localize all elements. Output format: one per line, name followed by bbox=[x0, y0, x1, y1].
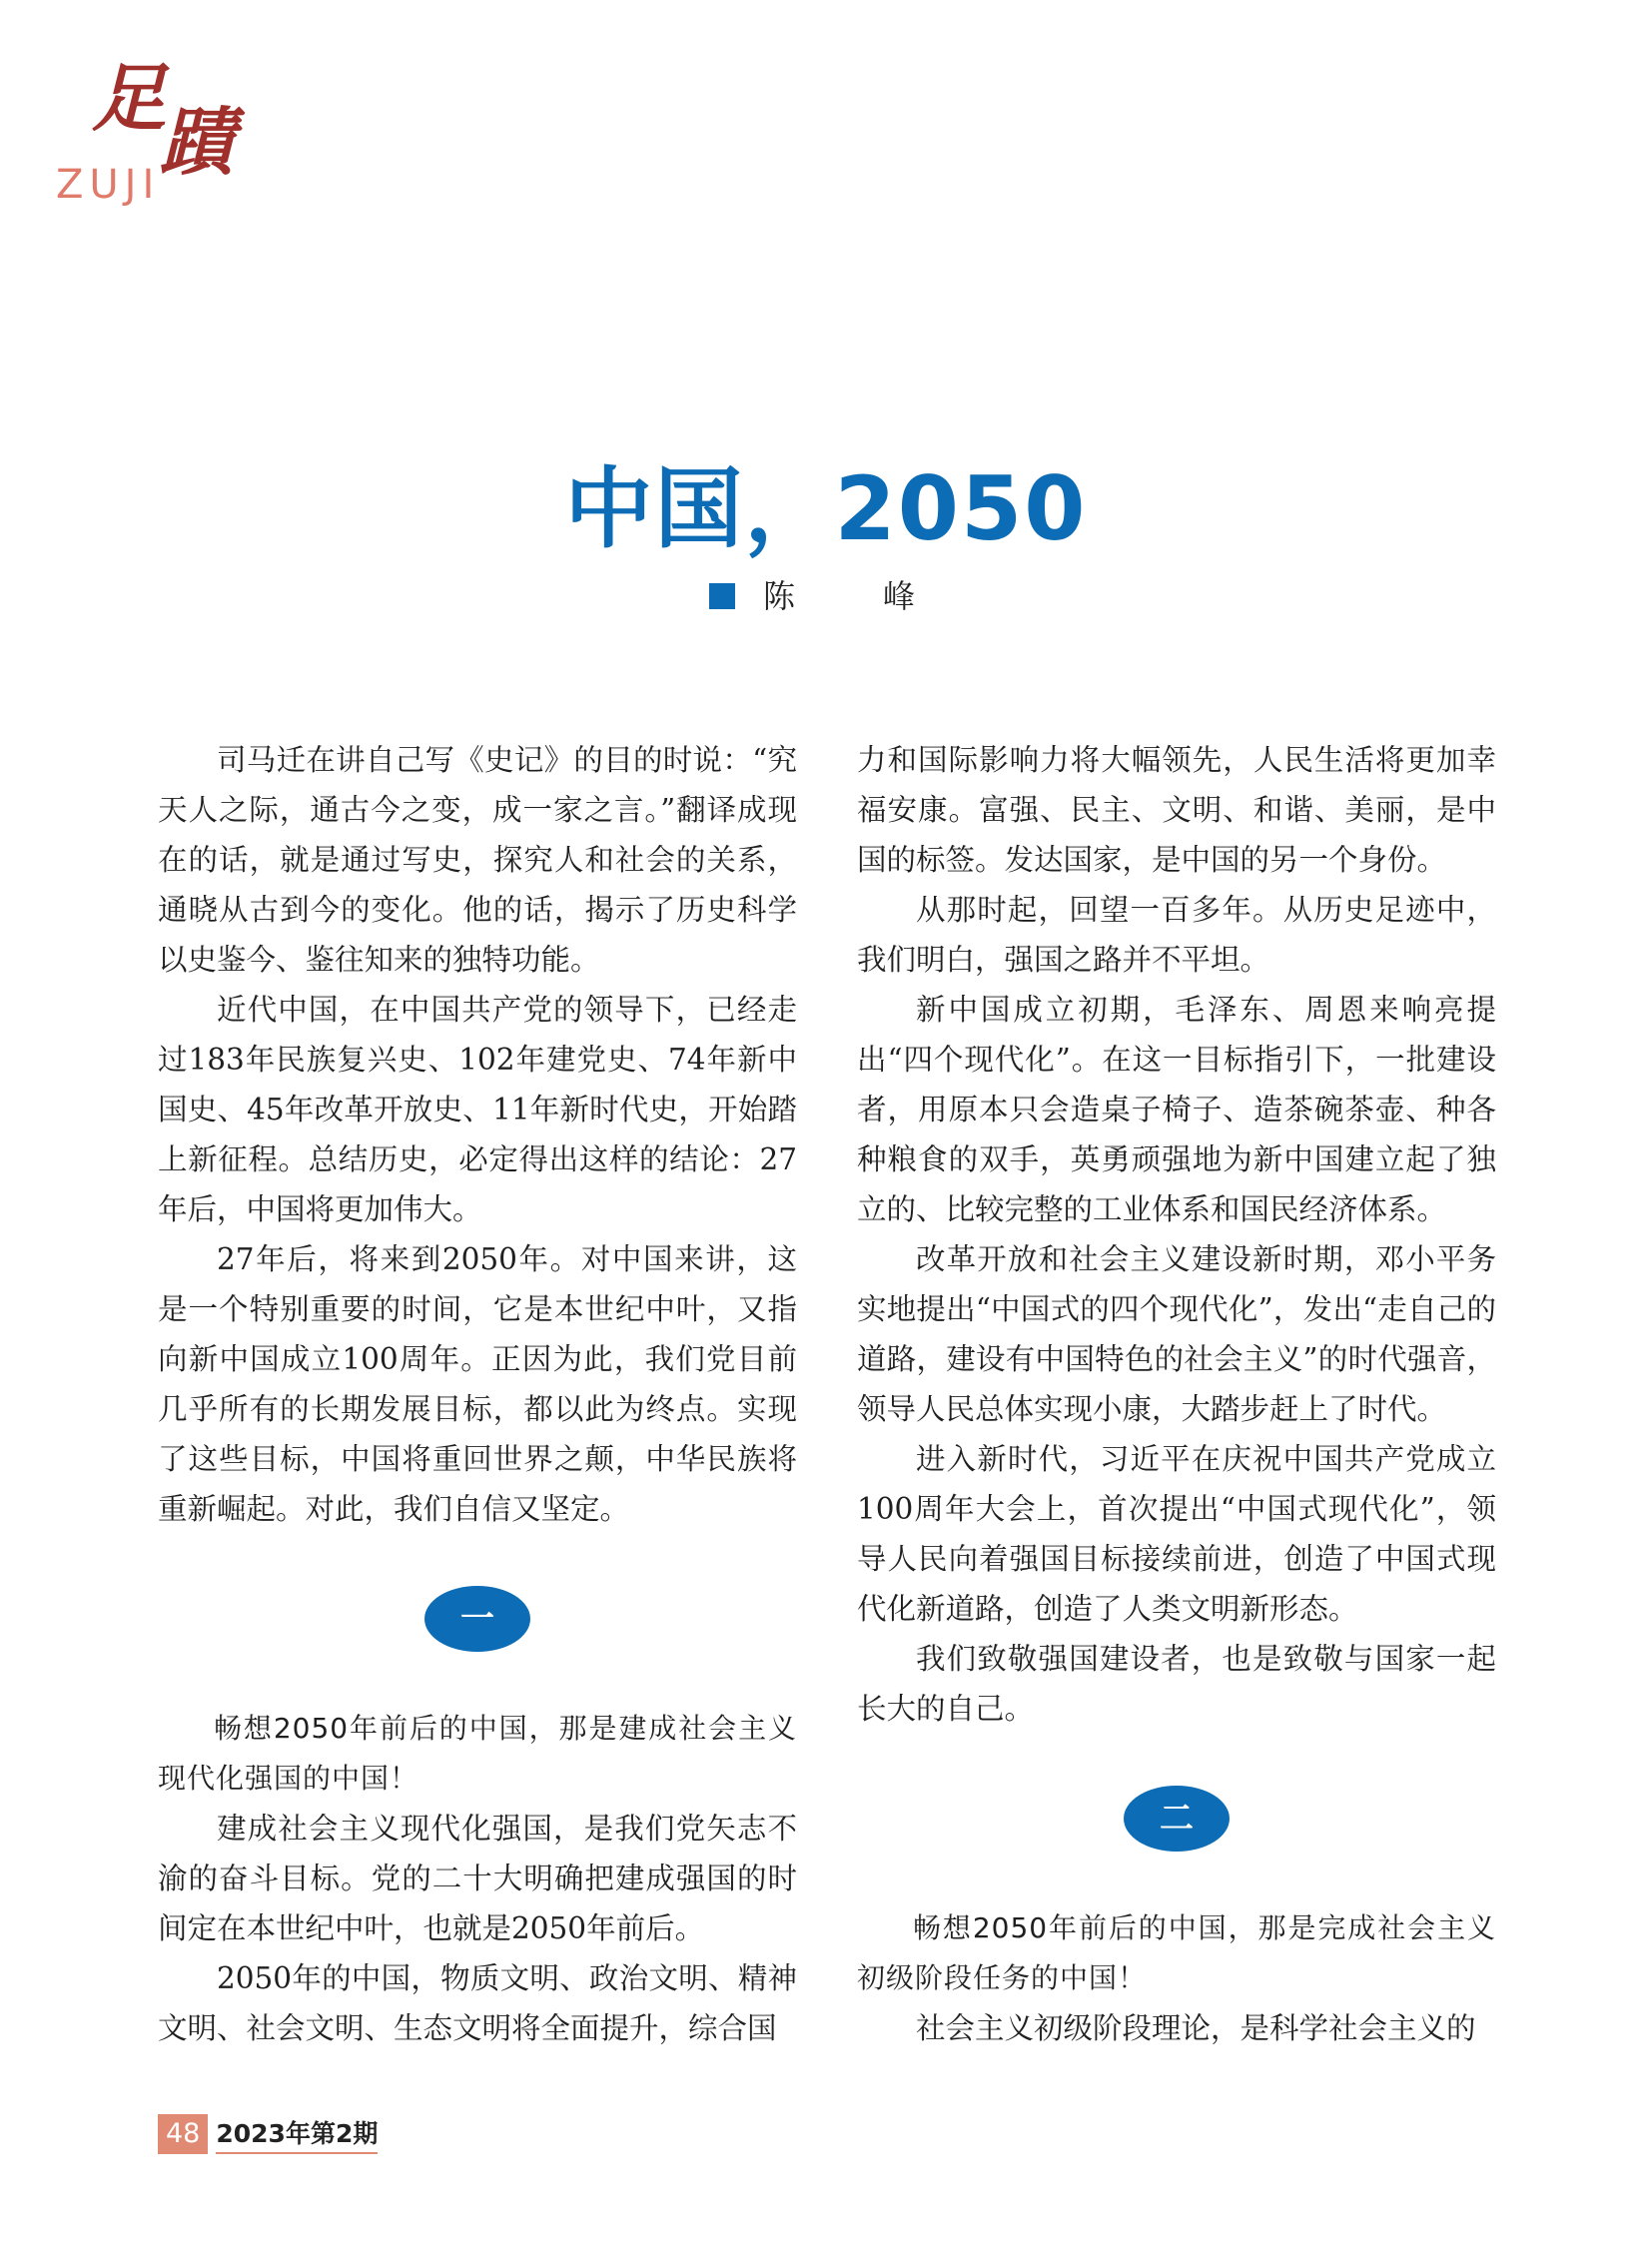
paragraph: 社会主义初级阶段理论，是科学社会主义的 bbox=[916, 2011, 1476, 2045]
section-number-badge: 二 bbox=[1124, 1786, 1230, 1852]
page-footer bbox=[158, 2113, 378, 2155]
page-number: 48 bbox=[158, 2114, 208, 2154]
section-number-badge: 一 bbox=[424, 1586, 530, 1652]
section-lead: 畅想2050年前后的中国，那是完成社会主义初级阶段任务的中国！ bbox=[857, 1911, 1496, 1994]
right-column bbox=[857, 735, 1496, 2053]
square-bullet-icon bbox=[709, 583, 735, 609]
magazine-column-logo bbox=[52, 56, 252, 208]
paragraph: 我们致敬强国建设者，也是致敬与国家一起长大的自己。 bbox=[857, 1642, 1496, 1726]
paragraph: 27年后，将来到2050年。对中国来讲，这是一个特别重要的时间，它是本世纪中叶，又指向新中国成立100周年。正因为此，我们党目前几乎所有的长期发展目标，都以此为终点。实现了这些目标，中国将重回世界之颠，中华民族将重新崛起。对此，我们自信又坚定。 bbox=[158, 1242, 797, 1526]
left-column bbox=[158, 735, 797, 2053]
paragraph: 新中国成立初期，毛泽东、周恩来响亮提出“四个现代化”。在这一目标指引下，一批建设者，用原本只会造桌子椅子、造茶碗茶壶、种各种粮食的双手，英勇顽强地为新中国建立起了独立的、比较完整的工业体系和国民经济体系。 bbox=[857, 993, 1496, 1226]
paragraph: 改革开放和社会主义建设新时期，邓小平务实地提出“中国式的四个现代化”，发出“走自己的道路，建设有中国特色的社会主义”的时代强音，领导人民总体实现小康，大踏步赶上了时代。 bbox=[857, 1242, 1496, 1426]
paragraph: 2050年的中国，物质文明、政治文明、精神文明、社会文明、生态文明将全面提升，综合国 bbox=[158, 1961, 797, 2045]
logo-character-ji: 蹟 bbox=[160, 100, 234, 186]
paragraph: 司马迁在讲自己写《史记》的目的时说：“究天人之际，通古今之变，成一家之言。”翻译成现在的话，就是通过写史，探究人和社会的关系，通晓从古到今的变化。他的话，揭示了历史科学以史鉴今、鉴往知来的独特功能。 bbox=[158, 743, 797, 977]
article-title: 中国，2050 bbox=[564, 457, 1088, 560]
paragraph: 进入新时代，习近平在庆祝中国共产党成立100周年大会上，首次提出“中国式现代化”，领导人民向着强国目标接续前进，创造了中国式现代化新道路，创造了人类文明新形态。 bbox=[857, 1442, 1496, 1626]
section-lead: 畅想2050年前后的中国，那是建成社会主义现代化强国的中国！ bbox=[158, 1712, 797, 1795]
paragraph: 从那时起，回望一百多年。从历史足迹中，我们明白，强国之路并不平坦。 bbox=[857, 893, 1496, 977]
section-marker-container bbox=[857, 1786, 1496, 1852]
logo-latin-text: ZUJI bbox=[56, 162, 161, 208]
logo-character-zu: 足 bbox=[92, 56, 166, 142]
section-marker-container bbox=[158, 1586, 797, 1652]
byline bbox=[0, 571, 1652, 617]
issue-label: 2023年第2期 bbox=[216, 2114, 378, 2154]
paragraph: 建成社会主义现代化强国，是我们党矢志不渝的奋斗目标。党的二十大明确把建成强国的时间定在本世纪中叶，也就是2050年前后。 bbox=[158, 1812, 797, 1945]
paragraph: 近代中国，在中国共产党的领导下，已经走过183年民族复兴史、102年建党史、74年新中国史、45年改革开放史、11年新时代史，开始踏上新征程。总结历史，必定得出这样的结论：27年后，中国将更加伟大。 bbox=[158, 993, 797, 1226]
author-name: 陈 峰 bbox=[762, 577, 943, 615]
paragraph-continued: 力和国际影响力将大幅领先，人民生活将更加幸福安康。富强、民主、文明、和谐、美丽，是中国的标签。发达国家，是中国的另一个身份。 bbox=[857, 743, 1496, 877]
